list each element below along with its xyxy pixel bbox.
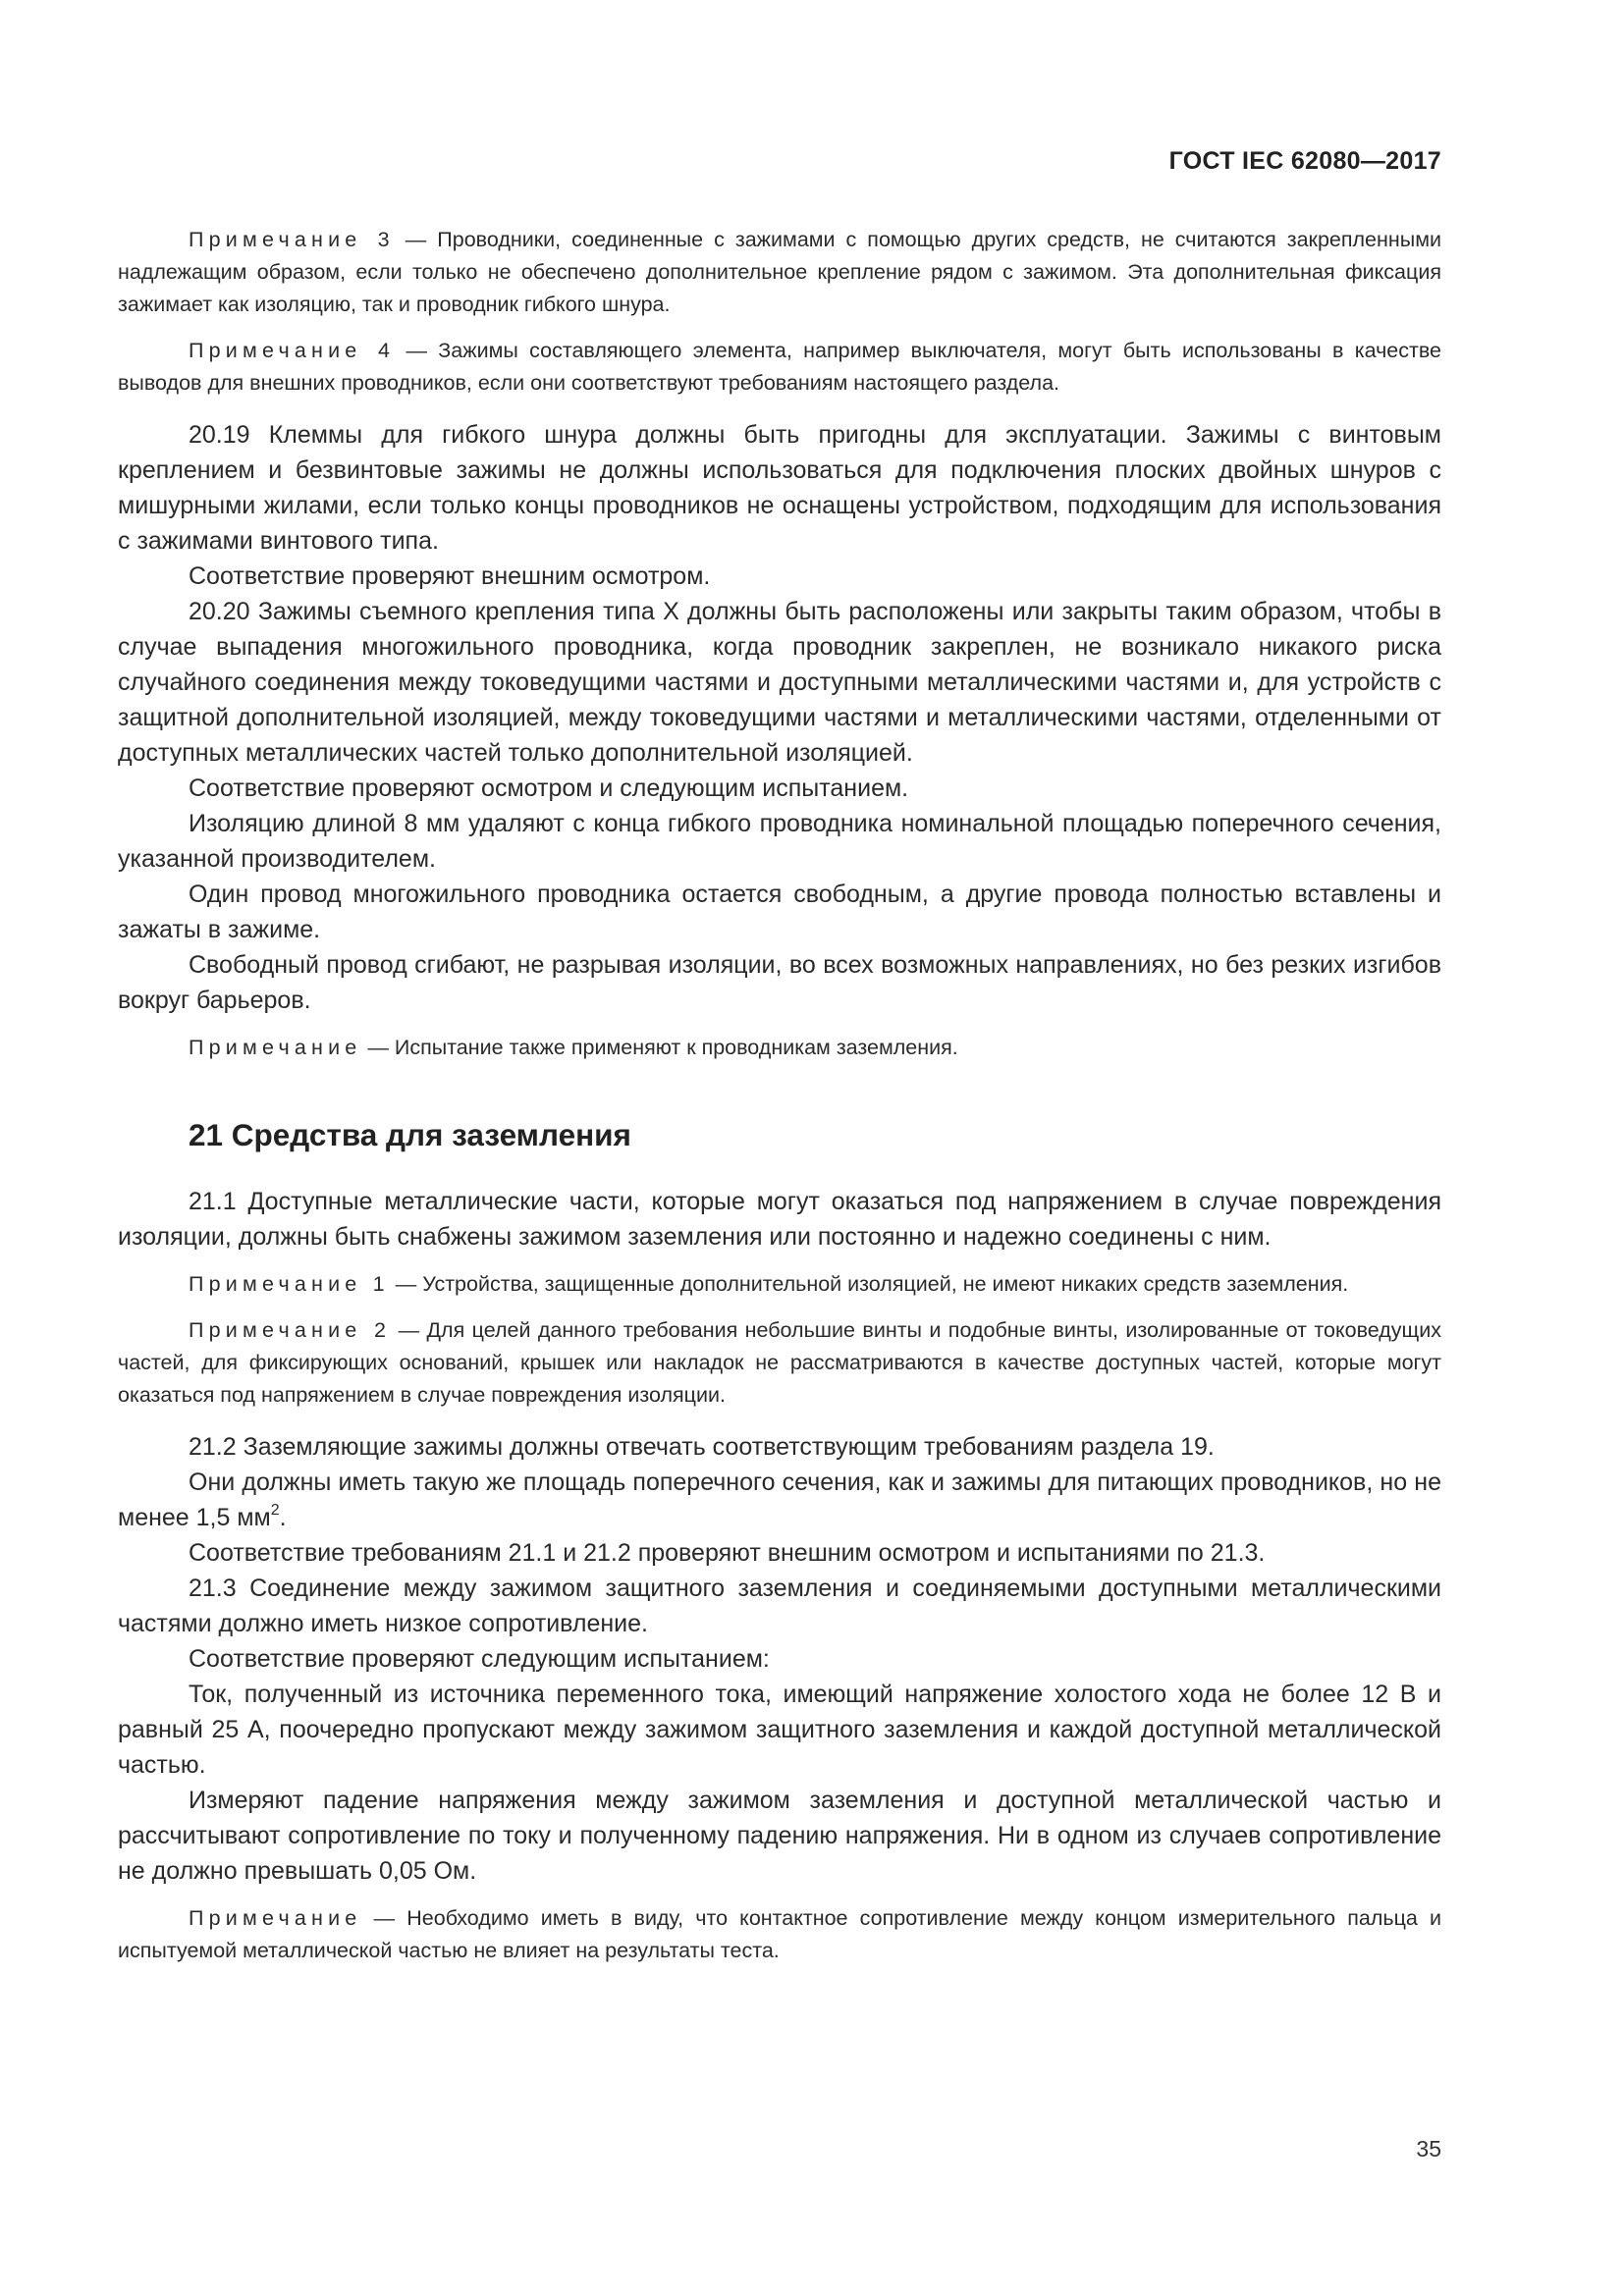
clause-20-20-test-1: Изоляцию длиной 8 мм удаляют с конца гибкого проводника номинальной площадью поперечного сечения, указанной производителем. bbox=[118, 810, 1441, 873]
cross-section-text: Они должны иметь такую же площадь поперечного сечения, как и зажимы для питающих проводников, но не менее 1,5 мм bbox=[118, 1468, 1441, 1531]
clause-20-20-test-2: Один провод многожильного проводника остается свободным, а другие провода полностью вставлены и зажаты в зажиме. bbox=[118, 881, 1441, 943]
note-label: Примечание 3 bbox=[189, 228, 395, 251]
clause-20-20: 20.20 Зажимы съемного крепления типа Х должны быть расположены или закрыты таким образом, чтобы в случае выпадения многожильного проводника, когда проводник закреплен, не возникало никакого риска случайного соединения между токоведущими частями и доступными металлическими частями и, для устройств с защитной дополнительной изоляцией, между токоведущими частями и металлическими частями, отделенными от доступных металлических частей только дополнительной изоляцией. bbox=[118, 598, 1441, 767]
note-text: — Проводники, соединенные с зажимами с помощью других средств, не считаются закрепленными надлежащим образом, если только не обеспечено дополнительное крепление рядом с зажимом. Эта дополнительная фиксация зажимает как изоляцию, так и проводник гибкого шнура. bbox=[118, 228, 1441, 316]
section-21-heading: 21 Средства для заземления bbox=[189, 1117, 631, 1152]
clause-20-20-check: Соответствие проверяют осмотром и следующим испытанием. bbox=[189, 774, 909, 802]
note-text: — Необходимо иметь в виду, что контактное сопротивление между концом измерительного пальца и испытуемой металлической частью не влияет на результаты теста. bbox=[118, 1906, 1441, 1962]
clause-21-3: 21.3 Соединение между зажимом защитного заземления и соединяемыми доступными металлическими частями должно иметь низкое сопротивление. bbox=[118, 1575, 1441, 1637]
note-text: — Устройства, защищенные дополнительной изоляцией, не имеют никаких средств заземления. bbox=[389, 1272, 1349, 1296]
page-content bbox=[118, 224, 1441, 1967]
clause-21-3-test-2: Измеряют падение напряжения между зажимом заземления и доступной металлической частью и рассчитывают сопротивление по току и полученному падению напряжения. Ни в одном из случаев сопротивление не должно превышать 0,05 Ом. bbox=[118, 1787, 1441, 1885]
superscript: 2 bbox=[270, 1502, 280, 1519]
note-21-2 bbox=[118, 1314, 1441, 1412]
note-text: — Испытание также применяют к проводникам заземления. bbox=[361, 1036, 958, 1059]
clause-21-3-check: Соответствие проверяют следующим испытанием: bbox=[189, 1645, 770, 1673]
clause-20-19: 20.19 Клеммы для гибкого шнура должны быть пригодны для эксплуатации. Зажимы с винтовым креплением и безвинтовые зажимы не должны использоваться для подключения плоских двойных шнуров с мишурными жилами, если только концы проводников не оснащены устройством, подходящим для использования с зажимами винтового типа. bbox=[118, 421, 1441, 555]
note-21-1 bbox=[118, 1268, 1441, 1301]
note-4 bbox=[118, 335, 1441, 400]
note-final bbox=[118, 1902, 1441, 1967]
clause-21-2-cross-section bbox=[118, 1465, 1441, 1535]
clause-20-19-check: Соответствие проверяют внешним осмотром. bbox=[189, 562, 711, 590]
note-grounding-conductors bbox=[118, 1032, 1441, 1064]
note-text: — Зажимы составляющего элемента, например выключателя, могут быть использованы в качестве выводов для внешних проводников, если они соответствуют требованиям настоящего раздела. bbox=[118, 339, 1441, 395]
clause-21-3-test-1: Ток, полученный из источника переменного тока, имеющий напряжение холостого хода не более 12 В и равный 25 А, поочередно пропускают между зажимом защитного заземления и каждой доступной металлической частью. bbox=[118, 1681, 1441, 1779]
clause-21-1: 21.1 Доступные металлические части, которые могут оказаться под напряжением в случае повреждения изоляции, должны быть снабжены зажимом заземления или постоянно и надежно соединены с ним. bbox=[118, 1188, 1441, 1251]
clause-21-2: 21.2 Заземляющие зажимы должны отвечать соответствующим требованиям раздела 19. bbox=[189, 1433, 1215, 1461]
note-label: Примечание bbox=[189, 1036, 362, 1059]
note-label: Примечание 2 bbox=[189, 1318, 392, 1342]
note-3 bbox=[118, 224, 1441, 321]
note-text: — Для целей данного требования небольшие винты и подобные винты, изолированные от токоведущих частей, для фиксирующих оснований, крышек или накладок не рассматриваются в качестве доступных частей, которые могут оказаться под напряжением в случае повреждения изоляции. bbox=[118, 1318, 1441, 1407]
clause-20-20-test-3: Свободный провод сгибают, не разрывая изоляции, во всех возможных направлениях, но без резких изгибов вокруг барьеров. bbox=[118, 951, 1441, 1014]
standard-header: ГОСТ IEC 62080—2017 bbox=[1168, 147, 1441, 175]
note-label: Примечание bbox=[189, 1906, 362, 1930]
clause-21-check: Соответствие требованиям 21.1 и 21.2 проверяют внешним осмотром и испытаниями по 21.3. bbox=[189, 1539, 1266, 1567]
cross-section-end: . bbox=[279, 1504, 287, 1531]
page-number: 35 bbox=[1416, 2136, 1441, 2162]
note-label: Примечание 4 bbox=[189, 339, 396, 362]
note-label: Примечание 1 bbox=[189, 1272, 390, 1296]
